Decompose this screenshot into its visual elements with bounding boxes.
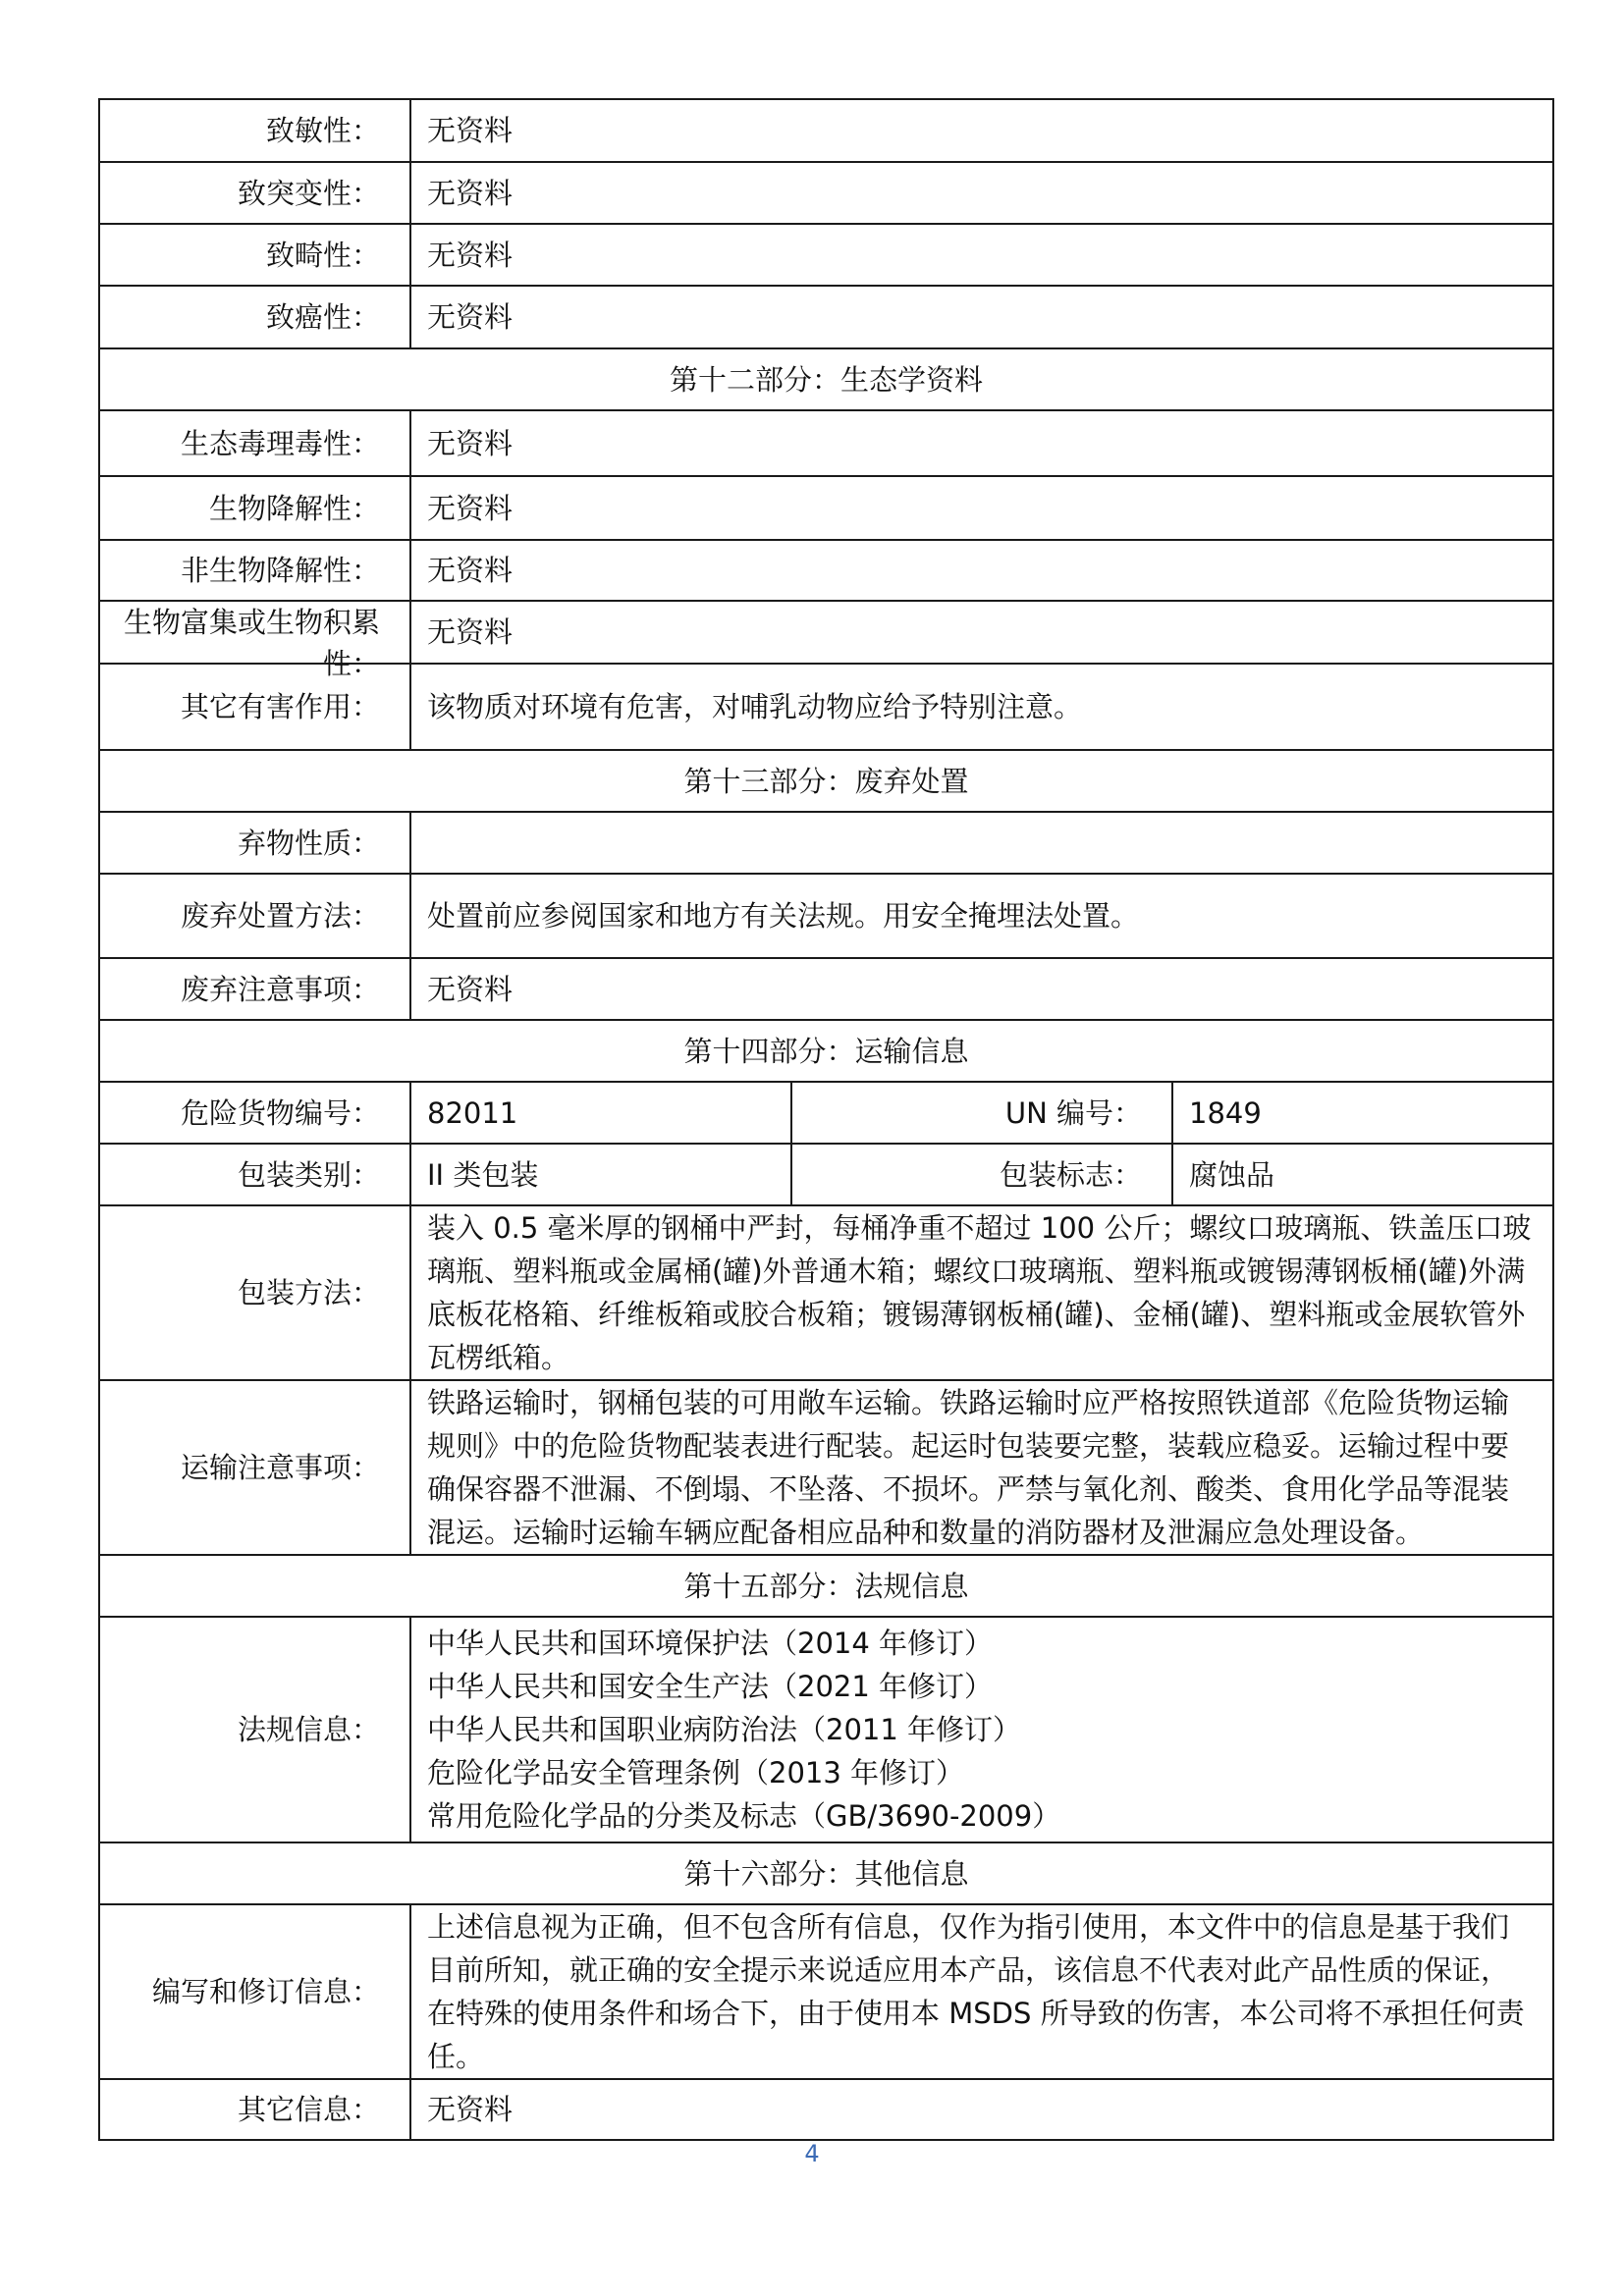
row-value: 无资料 [410,99,1553,162]
table-row [99,1082,1553,1144]
pack-category: II 类包装 [410,1144,791,1205]
table-row [99,476,1553,540]
row-label: 弃物性质： [99,812,410,874]
row-label-cell [99,601,410,680]
pack-mark: 腐蚀品 [1172,1144,1553,1205]
pack-method: 装入 0.5 毫米厚的钢桶中严封，每桶净重不超过 100 公斤；螺纹口玻璃瓶、铁盖压口玻璃瓶、塑料瓶或金属桶(罐)外普通木箱；螺纹口玻璃瓶、塑料瓶或镀锡薄钢板桶(罐)外满底板花格箱、纤维板箱或胶合板箱；镀锡薄钢板桶(罐)、金桶(罐)、塑料瓶或金展软管外瓦楞纸箱。 [410,1205,1553,1380]
other-info-label: 其它信息： [99,2079,410,2140]
section-header-row [99,1555,1553,1617]
table-row [99,99,1553,162]
dangerous-goods-no-label: 危险货物编号： [99,1082,410,1144]
other-info: 无资料 [410,2079,1553,2140]
row-value: 无资料 [410,540,1553,601]
table-row [99,874,1553,958]
row-label: 废弃处置方法： [99,874,410,958]
section-15-title: 第十五部分：法规信息 [99,1555,1553,1617]
section-12-title: 第十二部分：生态学资料 [99,348,1553,410]
table-row [99,224,1553,286]
table-row [99,1205,1553,1380]
section-header-row [99,1842,1553,1904]
section-header-row [99,348,1553,410]
row-value: 无资料 [410,476,1553,540]
table-row [99,1904,1553,2079]
row-label: 非生物降解性： [99,540,410,601]
table-row [99,601,1553,664]
msds-table [98,98,1554,2141]
transport-notes-label: 运输注意事项： [99,1380,410,1555]
table-row [99,1144,1553,1205]
table-row [99,286,1553,348]
table-row [99,812,1553,874]
page-number: 4 [804,2140,820,2167]
table-row [99,1617,1553,1842]
row-label: 生物富集或生物积累性： [123,606,380,680]
section-16-title: 第十六部分：其他信息 [99,1842,1553,1904]
table-row [99,2079,1553,2140]
table-row [99,410,1553,476]
table-row [99,162,1553,224]
row-label: 生态毒理毒性： [99,410,410,476]
section-header-row [99,1020,1553,1082]
row-value: 无资料 [410,958,1553,1020]
row-label: 废弃注意事项： [99,958,410,1020]
revision-info-label: 编写和修订信息： [99,1904,410,2079]
row-value: 该物质对环境有危害，对哺乳动物应给予特别注意。 [410,664,1553,750]
regulation-item: 危险化学品安全管理条例（2013 年修订） [427,1756,965,1789]
regulation-item: 中华人民共和国职业病防治法（2011 年修订） [427,1713,1022,1746]
row-label: 致畸性： [99,224,410,286]
dangerous-goods-no: 82011 [410,1082,791,1144]
row-label: 致突变性： [99,162,410,224]
row-value: 无资料 [410,162,1553,224]
un-no-label: UN 编号： [791,1082,1172,1144]
section-header-row [99,750,1553,812]
table-row [99,664,1553,750]
row-value [410,812,1553,874]
transport-notes: 铁路运输时，钢桶包装的可用敞车运输。铁路运输时应严格按照铁道部《危险货物运输规则》中的危险货物配装表进行配装。起运时包装要完整，装载应稳妥。运输过程中要确保容器不泄漏、不倒塌、不坠落、不损坏。严禁与氧化剂、酸类、食用化学品等混装混运。运输时运输车辆应配备相应品种和数量的消防器材及泄漏应急处理设备。 [410,1380,1553,1555]
regulations-label: 法规信息： [99,1617,410,1842]
regulation-item: 常用危险化学品的分类及标志（GB/3690-2009） [427,1799,1061,1833]
revision-info: 上述信息视为正确，但不包含所有信息，仅作为指引使用，本文件中的信息是基于我们目前所知，就正确的安全提示来说适应用本产品，该信息不代表对此产品性质的保证，在特殊的使用条件和场合下，由于使用本 MSDS 所导致的伤害，本公司将不承担任何责任。 [410,1904,1553,2079]
row-value: 无资料 [410,286,1553,348]
pack-method-label: 包装方法： [99,1205,410,1380]
regulation-item: 中华人民共和国环境保护法（2014 年修订） [427,1627,994,1660]
row-value: 无资料 [410,410,1553,476]
section-14-title: 第十四部分：运输信息 [99,1020,1553,1082]
row-label: 其它有害作用： [99,664,410,750]
table-row [99,958,1553,1020]
table-row [99,1380,1553,1555]
row-value: 无资料 [410,601,1553,664]
section-13-title: 第十三部分：废弃处置 [99,750,1553,812]
row-value: 处置前应参阅国家和地方有关法规。用安全掩埋法处置。 [410,874,1553,958]
regulations-list [410,1617,1553,1842]
un-no: 1849 [1172,1082,1553,1144]
table-row [99,540,1553,601]
row-label: 致癌性： [99,286,410,348]
pack-category-label: 包装类别： [99,1144,410,1205]
row-label: 生物降解性： [99,476,410,540]
regulation-item: 中华人民共和国安全生产法（2021 年修订） [427,1670,994,1703]
row-value: 无资料 [410,224,1553,286]
row-label: 致敏性： [99,99,410,162]
pack-mark-label: 包装标志： [791,1144,1172,1205]
